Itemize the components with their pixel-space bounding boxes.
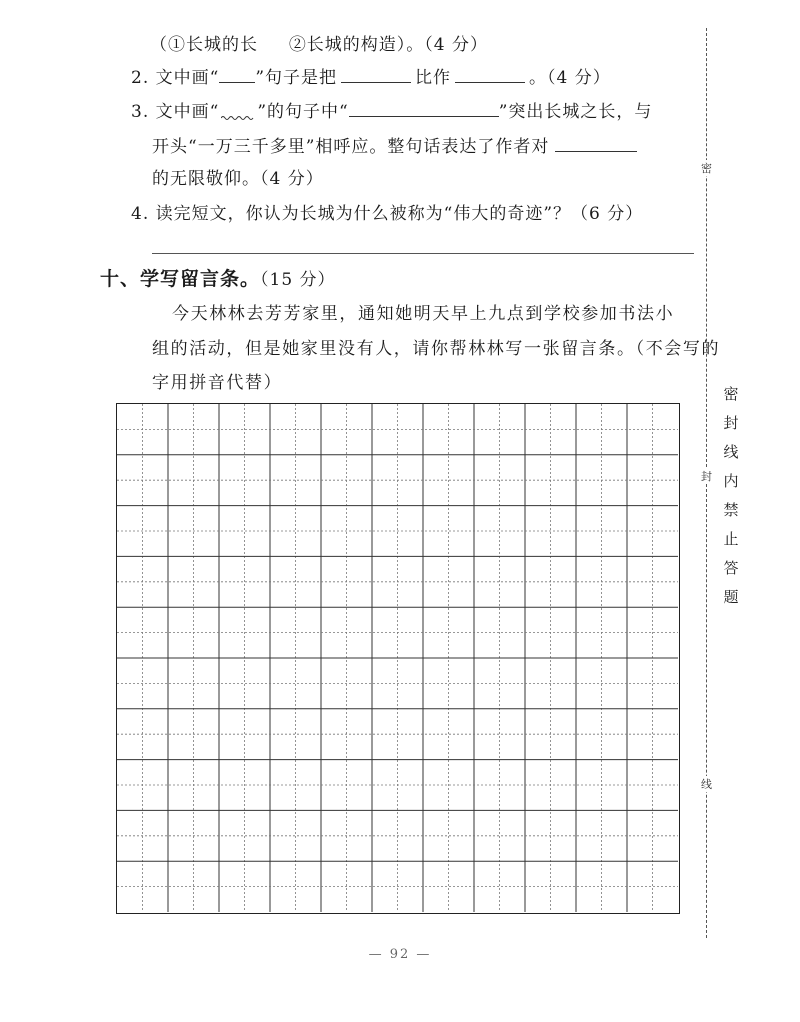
- q3-mid1: ”的句子中“: [257, 102, 349, 122]
- section-10-para-line-2: 组的活动，但是她家里没有人，请你帮林林写一张留言条。（不会写的: [152, 339, 721, 359]
- q2-answer-blank-2[interactable]: [455, 66, 525, 83]
- writing-grid-lines: [117, 404, 678, 912]
- q2-suffix: 。（4 分）: [529, 68, 611, 88]
- q3-line2: 开头“一万三千多里”相呼应。整句话表达了作者对: [152, 137, 550, 157]
- margin-mark-feng: 封: [701, 470, 712, 483]
- margin-mark-mi: 密: [701, 162, 712, 175]
- q3-mid2: ”突出长城之长，与: [498, 102, 653, 122]
- q2-answer-blank-1[interactable]: [341, 66, 411, 83]
- q2-prefix: 2. 文中画“: [131, 68, 220, 88]
- section-10-title: [100, 264, 336, 291]
- q1-option-2: ②长城的构造）。（4 分）: [288, 35, 489, 55]
- q2-mid2: 比作: [415, 68, 452, 88]
- q1-options: [150, 30, 488, 55]
- margin-mark-xian: 线: [701, 778, 712, 791]
- margin-warning-text: 密封线内禁止答题: [723, 385, 739, 606]
- q3-answer-blank-2[interactable]: [555, 135, 637, 152]
- page-number: — 92 —: [368, 947, 432, 962]
- writing-grid[interactable]: [116, 403, 680, 914]
- question-3-line-3: 的无限敬仰。（4 分）: [152, 169, 324, 189]
- question-3-line-1: [131, 97, 652, 122]
- question-3-line-2: [152, 132, 637, 157]
- question-4: 4. 读完短文，你认为长城为什么被称为“伟大的奇迹”？（6 分）: [131, 204, 644, 224]
- q2-mark-blank: [219, 66, 255, 83]
- section-10-heading: 十、学写留言条。: [100, 268, 261, 290]
- q3-wavy-mark: [219, 101, 257, 117]
- q3-prefix: 3. 文中画“: [131, 102, 220, 122]
- question-2: [131, 63, 611, 88]
- q3-answer-blank-1[interactable]: [349, 100, 499, 117]
- section-10-points: （15 分）: [260, 270, 336, 290]
- q1-option-1: （①长城的长: [150, 35, 258, 55]
- q4-answer-line[interactable]: [152, 253, 694, 254]
- section-10-para-line-3: 字用拼音代替）: [152, 373, 283, 393]
- q2-mid1: ”句子是把: [255, 68, 338, 88]
- section-10-para-line-1: 今天林林去芳芳家里，通知她明天早上九点到学校参加书法小: [172, 304, 675, 324]
